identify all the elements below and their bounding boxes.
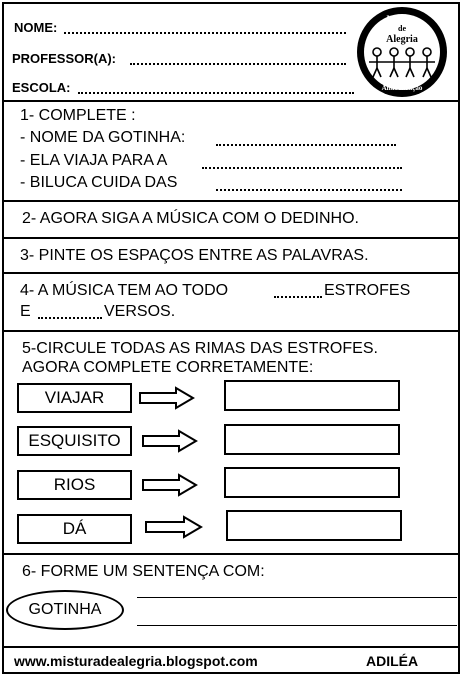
divider-4 <box>4 272 458 274</box>
mistura-de-alegria-logo <box>347 5 457 99</box>
footer-url: www.misturadealegria.blogspot.com <box>14 653 258 669</box>
children-holding-hands-icon <box>347 5 457 99</box>
section1-title: 1- COMPLETE : <box>20 107 136 124</box>
school-label: ESCOLA: <box>12 80 71 95</box>
section6-title: 6- FORME UM SENTENÇA COM: <box>22 563 265 580</box>
name-label: NOME: <box>14 20 58 35</box>
word-viajar: VIAJAR <box>44 388 105 407</box>
section5-line2: AGORA COMPLETE CORRETAMENTE: <box>22 359 314 376</box>
arrow-right-icon <box>138 386 196 410</box>
answer-line-3[interactable] <box>216 189 402 191</box>
section1-line-2: - ELA VIAJA PARA A <box>20 152 168 169</box>
word-rios: RIOS <box>53 475 96 494</box>
divider-2 <box>4 200 458 202</box>
section4-line2-b: VERSOS. <box>104 303 176 320</box>
divider-5 <box>4 330 458 332</box>
strophes-answer-line[interactable] <box>274 296 322 298</box>
section4-line2-a: E <box>20 303 31 320</box>
answer-box-2[interactable] <box>224 424 400 455</box>
answer-box-1[interactable] <box>224 380 400 411</box>
divider-7 <box>4 646 458 648</box>
section4-line1-b: ESTROFES <box>324 282 411 299</box>
answer-box-4[interactable] <box>226 510 402 541</box>
teacher-line[interactable] <box>130 63 346 65</box>
word-box-rios <box>17 470 132 500</box>
logo-text-1: Mistura <box>386 14 418 24</box>
answer-line-2[interactable] <box>202 167 402 169</box>
name-line[interactable] <box>64 32 346 34</box>
answer-line-1[interactable] <box>216 144 396 146</box>
word-esquisito: ESQUISITO <box>28 431 121 450</box>
teacher-label: PROFESSOR(A): <box>12 51 116 66</box>
logo-text-3: Alegria <box>386 34 418 45</box>
sentence-line-2[interactable] <box>137 625 457 626</box>
arrow-right-icon <box>144 515 204 539</box>
word-box-viajar <box>17 383 132 413</box>
section3-text: 3- PINTE OS ESPAÇOS ENTRE AS PALAVRAS. <box>20 247 369 264</box>
section2-text: 2- AGORA SIGA A MÚSICA COM O DEDINHO. <box>22 210 359 227</box>
section1-line-3: - BILUCA CUIDA DAS <box>20 174 178 191</box>
word-ellipse-gotinha <box>6 590 124 630</box>
divider-3 <box>4 237 458 239</box>
answer-box-3[interactable] <box>224 467 400 498</box>
section1-line-1: - NOME DA GOTINHA: <box>20 129 186 146</box>
word-box-esquisito <box>17 426 132 456</box>
school-line[interactable] <box>78 92 354 94</box>
arrow-right-icon <box>141 473 199 497</box>
logo-text-2: de <box>398 24 406 33</box>
word-box-da <box>17 514 132 544</box>
divider-1 <box>4 100 458 102</box>
sentence-line-1[interactable] <box>137 597 457 598</box>
word-da: DÁ <box>62 519 87 538</box>
verses-answer-line[interactable] <box>38 317 102 319</box>
logo-text-bottom: Alfabetização <box>381 84 423 92</box>
word-gotinha: GOTINHA <box>28 601 102 618</box>
section4-line1-a: 4- A MÚSICA TEM AO TODO <box>20 282 229 299</box>
footer-author: ADILÉA <box>366 653 419 669</box>
section5-line1: 5-CIRCULE TODAS AS RIMAS DAS ESTROFES. <box>22 340 378 357</box>
divider-6 <box>4 553 458 555</box>
arrow-right-icon <box>141 429 199 453</box>
